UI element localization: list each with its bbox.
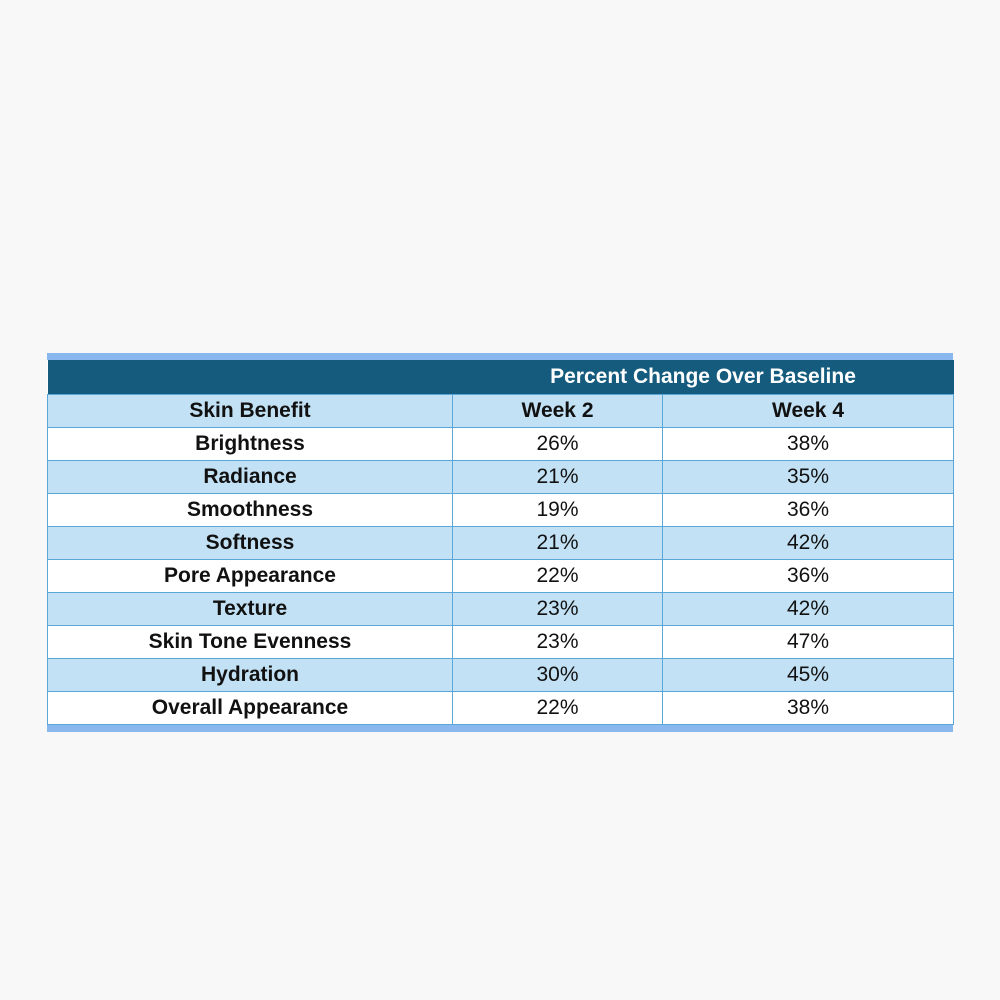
table-body — [48, 428, 954, 725]
skin-benefit-cell: Skin Tone Evenness — [48, 626, 453, 659]
table-row — [48, 428, 954, 461]
skin-benefit-cell: Pore Appearance — [48, 560, 453, 593]
group-header-blank-cell — [48, 360, 453, 395]
table-row — [48, 593, 954, 626]
results-table — [47, 360, 954, 725]
week-4-value-cell: 42% — [663, 527, 954, 560]
group-header-title: Percent Change Over Baseline — [453, 360, 954, 395]
week-2-value-cell: 22% — [453, 560, 663, 593]
week-2-value-cell: 30% — [453, 659, 663, 692]
table-row — [48, 626, 954, 659]
table-column-header-row — [48, 395, 954, 428]
week-4-value-cell: 38% — [663, 692, 954, 725]
skin-benefit-cell: Smoothness — [48, 494, 453, 527]
results-table-container — [47, 353, 953, 732]
table-row — [48, 692, 954, 725]
table-row — [48, 461, 954, 494]
table-row — [48, 494, 954, 527]
week-4-value-cell: 36% — [663, 494, 954, 527]
table-row — [48, 527, 954, 560]
week-2-value-cell: 19% — [453, 494, 663, 527]
week-4-value-cell: 35% — [663, 461, 954, 494]
week-4-value-cell: 47% — [663, 626, 954, 659]
table-group-header-row — [48, 360, 954, 395]
skin-benefit-cell: Hydration — [48, 659, 453, 692]
week-2-value-cell: 23% — [453, 626, 663, 659]
skin-benefit-cell: Softness — [48, 527, 453, 560]
week-2-value-cell: 23% — [453, 593, 663, 626]
column-header-week-2: Week 2 — [453, 395, 663, 428]
week-4-value-cell: 38% — [663, 428, 954, 461]
skin-benefit-cell: Brightness — [48, 428, 453, 461]
skin-benefit-cell: Texture — [48, 593, 453, 626]
week-2-value-cell: 26% — [453, 428, 663, 461]
table-row — [48, 560, 954, 593]
skin-benefit-cell: Radiance — [48, 461, 453, 494]
week-2-value-cell: 21% — [453, 527, 663, 560]
table-row — [48, 659, 954, 692]
column-header-skin-benefit: Skin Benefit — [48, 395, 453, 428]
column-header-week-4: Week 4 — [663, 395, 954, 428]
week-4-value-cell: 36% — [663, 560, 954, 593]
skin-benefit-cell: Overall Appearance — [48, 692, 453, 725]
week-2-value-cell: 21% — [453, 461, 663, 494]
week-4-value-cell: 42% — [663, 593, 954, 626]
week-4-value-cell: 45% — [663, 659, 954, 692]
week-2-value-cell: 22% — [453, 692, 663, 725]
